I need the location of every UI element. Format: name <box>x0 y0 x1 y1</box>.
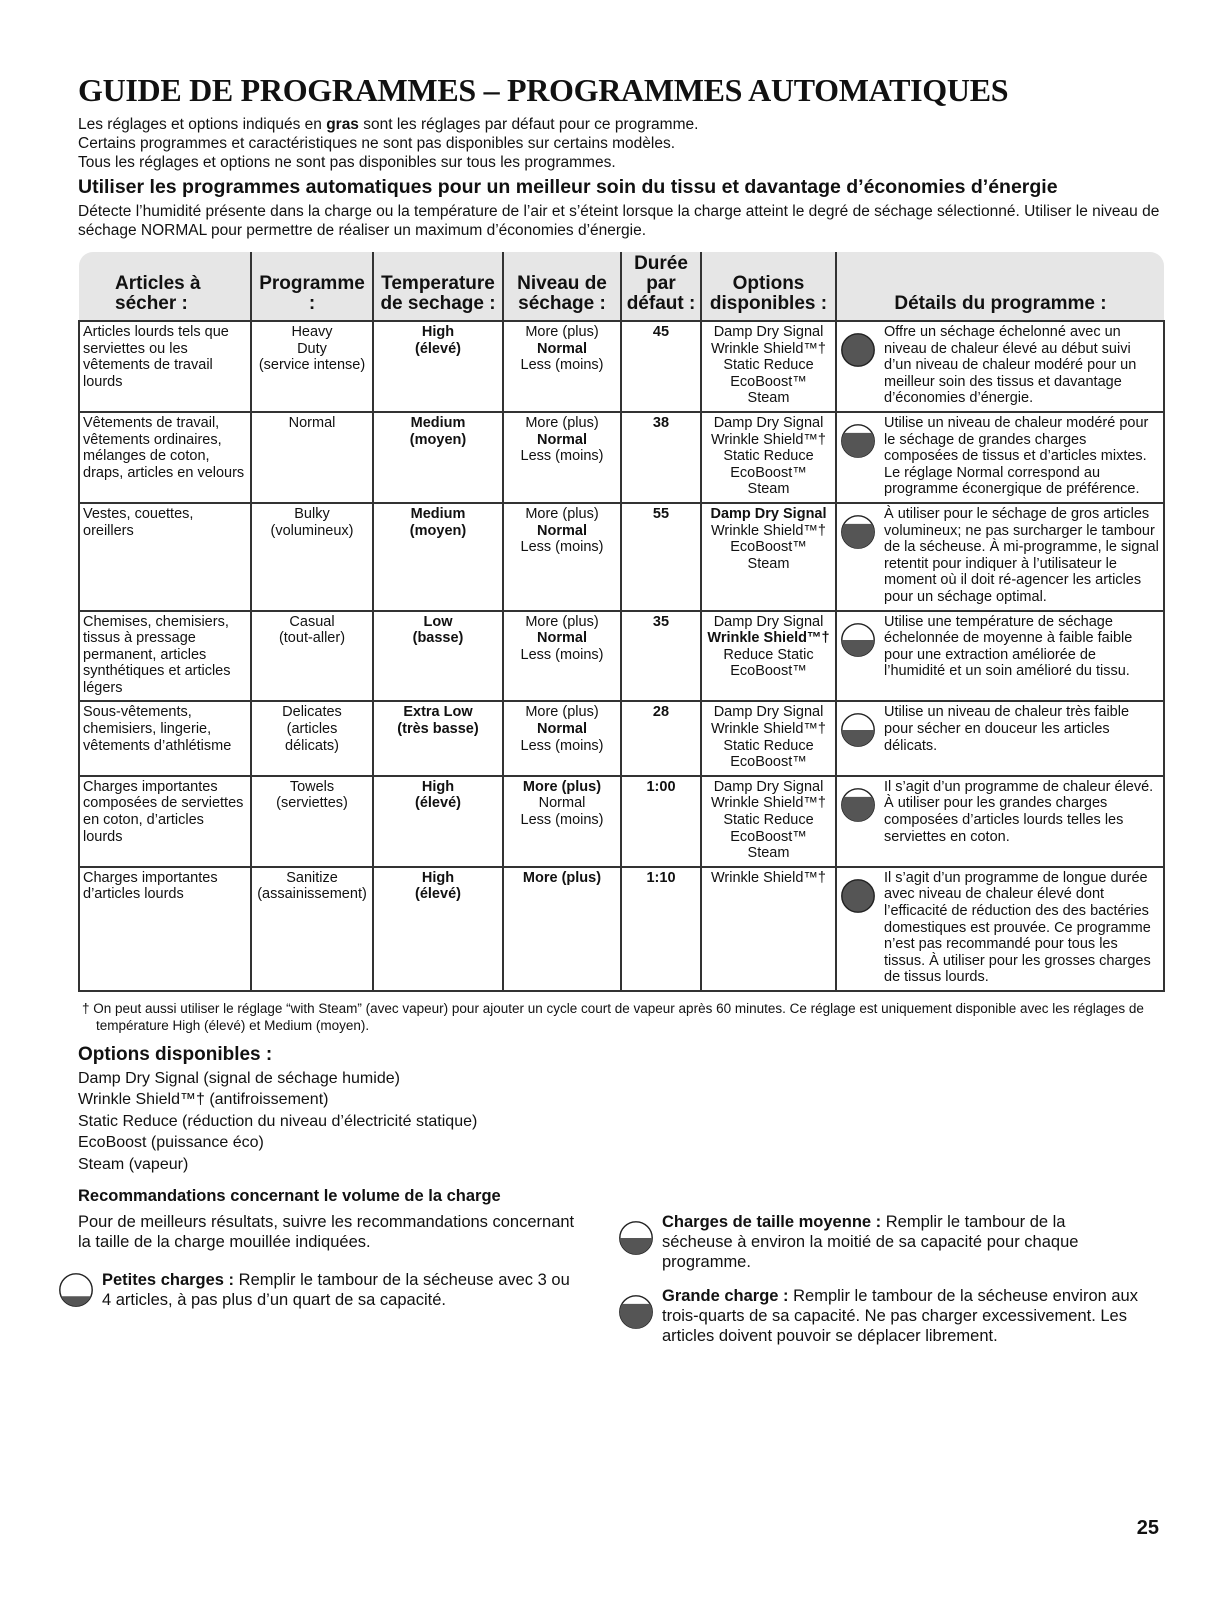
cell-articles: Articles lourds tels que serviettes ou les vêtements de travail lourds <box>79 321 251 412</box>
detect-text: Détecte l’humidité présente dans la charge ou la température de l’air et s’éteint lorsque la charge atteint le degré de séchage sélectionné. Utiliser le niveau de séchage NORMAL pour permettre de réaliser un maximum d’économies d’énergie. <box>78 203 1160 239</box>
header-duree: Durée par défaut : <box>621 252 701 321</box>
three-quarter-load-icon <box>618 1294 654 1330</box>
intro-line-1-a: Les réglages et options indiqués en <box>78 116 327 133</box>
option-line: Wrinkle Shield™† <box>711 721 826 738</box>
option-line: Damp Dry Signal <box>713 414 824 431</box>
cell-details <box>836 701 1164 775</box>
option-line: Damp Dry Signal <box>710 505 827 522</box>
programme-line: Duty <box>297 340 327 357</box>
header-articles: Articles à sécher : <box>79 252 251 321</box>
niveau-line: Less (moins) <box>520 646 604 663</box>
page-number: 25 <box>1136 1517 1159 1539</box>
cell-options <box>701 321 836 412</box>
cell-temperature <box>373 867 503 991</box>
programme-line: (service intense) <box>258 357 366 374</box>
cell-options <box>701 701 836 775</box>
cell-options <box>701 412 836 503</box>
intro-line-1-bold: gras <box>326 116 359 133</box>
niveau-line: More (plus) <box>525 414 599 431</box>
cell-articles: Chemises, chemisiers, tissus à pressage permanent, articles synthétiques et articles légers <box>79 611 251 702</box>
temperature-line: (élevé) <box>415 340 461 357</box>
option-line: Damp Dry Signal <box>713 778 824 795</box>
cell-options <box>701 867 836 991</box>
medium-load-text: Remplir le tambour de la sécheuse à environ la moitié de sa capacité pour chaque programme. <box>662 1213 1079 1272</box>
details-text: Utilise une température de séchage échelonnée de moyenne à faible faible pour une extraction améliorée de l’humidité et un soin amélioré du tissu. <box>884 613 1133 680</box>
programme-line: (articles <box>286 721 338 738</box>
niveau-line: Normal <box>537 431 587 448</box>
small-load-text: Remplir le tambour de la sécheuse avec 3 ou 4 articles, à pas plus d’un quart de sa capacité. <box>102 1271 570 1310</box>
option-item: Damp Dry Signal (signal de séchage humide) <box>78 1069 400 1087</box>
cell-programme <box>251 412 373 503</box>
header-programme: Programme : <box>251 252 373 321</box>
option-item: Steam (vapeur) <box>78 1155 189 1173</box>
option-line: Wrinkle Shield™† <box>711 431 826 448</box>
reco-small-load <box>58 1270 578 1310</box>
cell-programme <box>251 867 373 991</box>
reco-title: Recommandations concernant le volume de la charge <box>78 1187 501 1206</box>
cell-temperature <box>373 611 503 702</box>
cell-duree: 28 <box>621 701 701 775</box>
table-row <box>79 412 1164 503</box>
temperature-line: High <box>421 778 455 795</box>
option-line: Static Reduce <box>723 737 814 754</box>
niveau-line: Normal <box>537 630 587 647</box>
large-load-label: Grande charge : <box>662 1287 789 1306</box>
temperature-line: (très basse) <box>397 721 479 738</box>
temperature-line: Medium <box>410 505 466 522</box>
niveau-line: More (plus) <box>525 613 599 630</box>
full-load-icon <box>840 332 876 368</box>
niveau-line: Less (moins) <box>520 737 604 754</box>
large-load-text: Remplir le tambour de la sécheuse environ aux trois-quarts de sa capacité. Ne pas charger excessivement. Les articles doivent pouvoir se déplacer librement. <box>662 1287 1138 1346</box>
cell-options <box>701 611 836 702</box>
medium-load-label: Charges de taille moyenne : <box>662 1213 882 1232</box>
niveau-line: More (plus) <box>525 704 599 721</box>
intro-line-1 <box>78 115 1163 134</box>
half-load-icon <box>618 1220 654 1256</box>
cell-details <box>836 503 1164 611</box>
option-line: EcoBoost™ <box>730 464 807 481</box>
niveau-line: Less (moins) <box>520 812 604 829</box>
temperature-line: (basse) <box>412 630 464 647</box>
reco-large-load <box>618 1286 1138 1346</box>
page-title: GUIDE DE PROGRAMMES – PROGRAMMES AUTOMATIQUES <box>78 72 1009 108</box>
niveau-line: More (plus) <box>525 324 599 340</box>
header-details: Détails du programme : <box>836 252 1164 321</box>
cell-details <box>836 776 1164 867</box>
three-quarter-load-icon <box>840 787 876 823</box>
reco-section <box>78 1212 1163 1346</box>
cell-niveau <box>503 867 621 991</box>
half-load-icon <box>840 712 876 748</box>
option-line: Steam <box>747 845 790 862</box>
programs-table <box>78 252 1165 992</box>
programme-line: délicats) <box>285 737 339 754</box>
option-line: EcoBoost™ <box>730 663 807 680</box>
niveau-line: Less (moins) <box>520 539 604 556</box>
programme-line: Bulky <box>294 505 330 522</box>
programme-line: Casual <box>289 613 335 630</box>
option-item: Static Reduce (réduction du niveau d’électricité statique) <box>78 1112 478 1130</box>
cell-options <box>701 503 836 611</box>
option-line: Wrinkle Shield™† <box>711 522 826 539</box>
cell-articles: Sous-vêtements, chemisiers, lingerie, vêtements d’athlétisme <box>79 701 251 775</box>
options-list <box>78 1068 1163 1176</box>
table-row <box>79 611 1164 702</box>
three-quarter-load-icon <box>840 423 876 459</box>
programme-line: (tout-aller) <box>278 630 346 647</box>
details-text: Offre un séchage échelonné avec un niveau de chaleur élevé au début suivi d’un niveau de chaleur modéré pour un meilleur soin des tissus et davantage d’économies d’énergie. <box>884 324 1137 407</box>
quarter-load-icon <box>58 1272 94 1308</box>
cell-duree: 35 <box>621 611 701 702</box>
option-item: EcoBoost (puissance éco) <box>78 1134 264 1152</box>
programme-line: (serviettes) <box>276 795 348 812</box>
programme-line: (assainissement) <box>257 886 367 903</box>
options-title: Options disponibles : <box>78 1043 273 1065</box>
table-header-row <box>79 252 1164 321</box>
option-line: Steam <box>747 390 790 407</box>
cell-details <box>836 412 1164 503</box>
intro-line-1-b: sont les réglages par défaut pour ce programme. <box>358 116 699 133</box>
cell-programme <box>251 321 373 412</box>
option-item: Wrinkle Shield™† (antifroissement) <box>78 1091 329 1109</box>
programme-line: (volumineux) <box>270 522 354 539</box>
cell-niveau <box>503 776 621 867</box>
details-text: À utiliser pour le séchage de gros articles volumineux; ne pas surcharger le tambour de la sécheuse. À mi-programme, le signal retentit pour indiquer à l’utilisateur le moment où il doit ré-agencer les articles pour un séchage optimal. <box>884 505 1159 605</box>
cell-niveau <box>503 503 621 611</box>
header-options: Options disponibles : <box>701 252 836 321</box>
intro-line-2: Certains programmes et caractéristiques ne sont pas disponibles sur certains modèles. <box>78 135 676 152</box>
intro <box>78 115 1163 172</box>
niveau-line: Normal <box>537 522 587 539</box>
details-text: Il s’agit d’un programme de longue durée avec niveau de chaleur élevé dont l’efficacité de réduction des des bactéries domestiques est prouvée. Ce programme n’est pas recommandé pour tous les tissus. À utiliser pour les grosses charges de tissus lourds. <box>884 869 1151 986</box>
option-line: Steam <box>747 481 790 498</box>
temperature-line: Low <box>423 613 453 630</box>
table-row <box>79 776 1164 867</box>
cell-programme <box>251 776 373 867</box>
header-temperature: Temperature de sechage : <box>373 252 503 321</box>
reco-intro: Pour de meilleurs résultats, suivre les recommandations concernant la taille de la charge mouillée indiquées. <box>78 1213 575 1252</box>
option-line: Wrinkle Shield™† <box>711 795 826 812</box>
table-row <box>79 503 1164 611</box>
cell-details <box>836 867 1164 991</box>
niveau-line: More (plus) <box>522 778 602 795</box>
programme-line: Towels <box>289 778 335 795</box>
table-body <box>79 321 1164 991</box>
cell-articles: Charges importantes composées de serviettes en coton, d’articles lourds <box>79 776 251 867</box>
cell-duree: 38 <box>621 412 701 503</box>
cell-articles: Vêtements de travail, vêtements ordinaires, mélanges de coton, draps, articles en velours <box>79 412 251 503</box>
details-text: Utilise un niveau de chaleur modéré pour le séchage de grandes charges composées de tissus et d’articles mixtes. Le réglage Normal correspond au programme éconergique de préférence. <box>884 414 1149 498</box>
cell-niveau <box>503 611 621 702</box>
option-line: Reduce Static <box>723 646 814 663</box>
section-heading: Utiliser les programmes automatiques pour un meilleur soin du tissu et davantage d’économies d’énergie <box>78 176 1058 198</box>
option-line: EcoBoost™ <box>730 539 807 556</box>
cell-details <box>836 321 1164 412</box>
half-load-icon <box>840 622 876 658</box>
three-quarter-load-icon <box>840 514 876 550</box>
cell-programme <box>251 701 373 775</box>
niveau-line: Less (moins) <box>520 357 604 374</box>
reco-right-column <box>618 1212 1138 1346</box>
temperature-line: Extra Low <box>403 704 473 721</box>
table-row <box>79 321 1164 412</box>
niveau-line: More (plus) <box>525 505 599 522</box>
niveau-line: Normal <box>537 340 587 357</box>
option-line: Wrinkle Shield™† <box>711 340 826 357</box>
option-line: Static Reduce <box>723 448 814 465</box>
cell-duree: 1:10 <box>621 867 701 991</box>
page <box>78 72 1163 1346</box>
cell-articles: Charges importantes d’articles lourds <box>79 867 251 991</box>
cell-niveau <box>503 701 621 775</box>
cell-niveau <box>503 412 621 503</box>
option-line: Damp Dry Signal <box>713 324 824 340</box>
option-line: Steam <box>747 555 790 572</box>
cell-temperature <box>373 412 503 503</box>
temperature-line: (élevé) <box>415 795 461 812</box>
cell-temperature <box>373 321 503 412</box>
cell-programme <box>251 611 373 702</box>
programme-line: Normal <box>288 414 336 431</box>
cell-temperature <box>373 776 503 867</box>
niveau-line: Normal <box>538 795 586 812</box>
option-line: EcoBoost™ <box>730 828 807 845</box>
temperature-line: (moyen) <box>409 431 467 448</box>
details-text: Utilise un niveau de chaleur très faible pour sécher en douceur les articles délicats. <box>884 704 1130 754</box>
cell-details <box>836 611 1164 702</box>
cell-duree: 45 <box>621 321 701 412</box>
programme-line: Delicates <box>282 704 342 721</box>
details-text: Il s’agit d’un programme de chaleur élevé. À utiliser pour les grandes charges composées d’articles lourds telles les serviettes en coton. <box>884 778 1154 845</box>
temperature-line: High <box>421 869 455 886</box>
option-line: Damp Dry Signal <box>713 613 824 630</box>
cell-temperature <box>373 503 503 611</box>
option-line: Wrinkle Shield™† <box>707 630 830 647</box>
temperature-line: (élevé) <box>415 886 461 903</box>
niveau-line: Normal <box>537 721 587 738</box>
intro-line-3: Tous les réglages et options ne sont pas disponibles sur tous les programmes. <box>78 154 616 171</box>
temperature-line: (moyen) <box>409 522 467 539</box>
footnote: † On peut aussi utiliser le réglage “with Steam” (avec vapeur) pour ajouter un cycle court de vapeur après 60 minutes. Ce réglage est uniquement disponible avec les réglages de température High (élevé) et Medium (moyen). <box>82 1000 1144 1033</box>
option-line: Wrinkle Shield™† <box>711 869 826 886</box>
cell-temperature <box>373 701 503 775</box>
full-load-icon <box>840 878 876 914</box>
niveau-line: Less (moins) <box>520 448 604 465</box>
reco-left-column <box>78 1212 578 1346</box>
option-line: EcoBoost™ <box>730 754 807 771</box>
detect-paragraph <box>78 202 1163 240</box>
cell-programme <box>251 503 373 611</box>
cell-options <box>701 776 836 867</box>
option-line: Static Reduce <box>723 812 814 829</box>
table-row <box>79 701 1164 775</box>
small-load-label: Petites charges : <box>102 1271 235 1290</box>
option-line: Static Reduce <box>723 357 814 374</box>
cell-niveau <box>503 321 621 412</box>
table-row <box>79 867 1164 991</box>
cell-articles: Vestes, couettes, oreillers <box>79 503 251 611</box>
programme-line: Sanitize <box>286 869 338 886</box>
cell-duree: 1:00 <box>621 776 701 867</box>
header-niveau: Niveau de séchage : <box>503 252 621 321</box>
temperature-line: Medium <box>410 414 466 431</box>
niveau-line: More (plus) <box>522 869 602 886</box>
temperature-line: High <box>421 324 455 340</box>
cell-duree: 55 <box>621 503 701 611</box>
option-line: EcoBoost™ <box>730 373 807 390</box>
programme-line: Heavy <box>291 324 333 340</box>
option-line: Damp Dry Signal <box>713 704 824 721</box>
reco-medium-load <box>618 1212 1138 1272</box>
